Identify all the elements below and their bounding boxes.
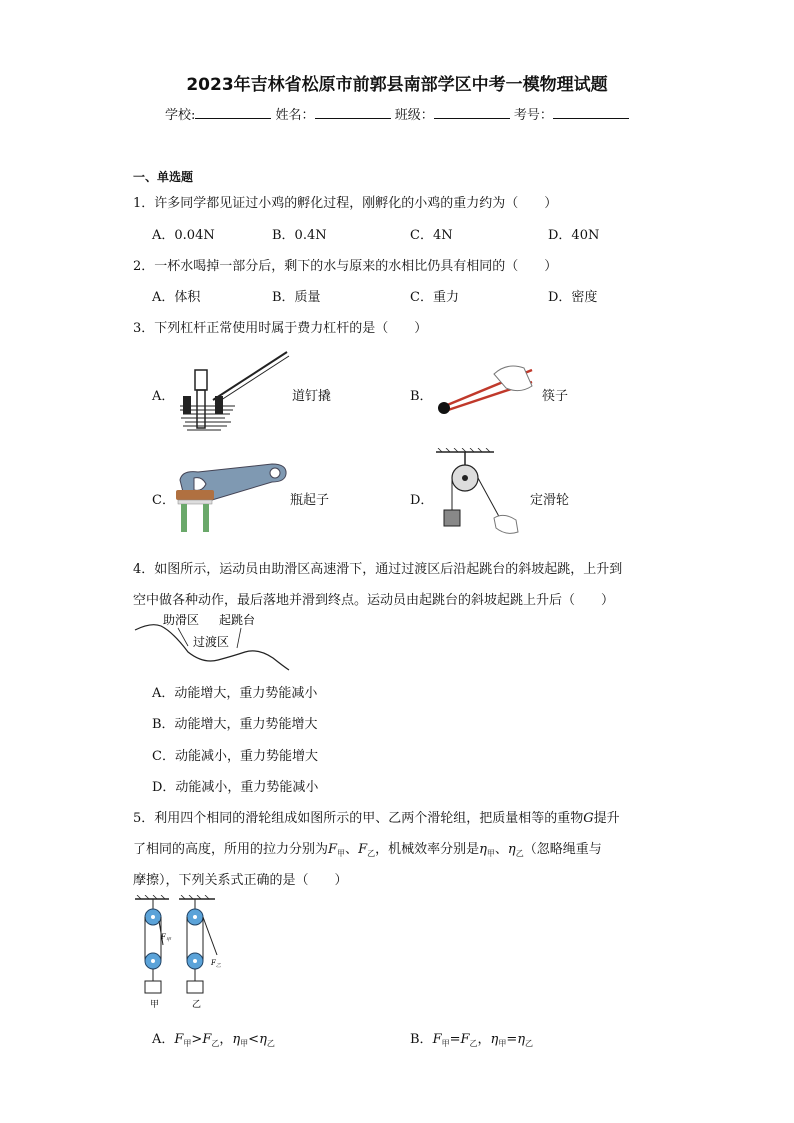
- q3-option-c-letter: C．: [152, 493, 175, 508]
- q3-option-d-letter: D．: [410, 493, 434, 508]
- q1-stem: 1．许多同学都见证过小鸡的孵化过程，刚孵化的小鸡的重力约为（ ）: [133, 196, 558, 211]
- q1-option-a: A．0.04N: [152, 228, 215, 243]
- name-blank: [315, 106, 391, 119]
- q3-option-a-caption: 道钉撬: [292, 389, 332, 404]
- name-label: 姓名：: [275, 108, 315, 123]
- q4-option-b: B．动能增大，重力势能增大: [152, 717, 318, 732]
- q5-option-a: A．$F_甲>F_乙$，$\eta_甲<\eta_乙$: [152, 1032, 275, 1048]
- school-blank: [195, 106, 271, 119]
- f-jia-label: $F_甲$: [161, 933, 171, 943]
- q4-option-a: A．动能增大，重力势能减小: [152, 686, 318, 701]
- q3-option-a-letter: A．: [152, 389, 175, 404]
- q2-option-b: B．质量: [272, 290, 321, 305]
- ski-label-takeoff: 起跳台: [219, 613, 256, 627]
- q3-option-b-letter: B．: [410, 389, 433, 404]
- q4-option-c: C．动能减小，重力势能增大: [152, 749, 318, 764]
- fig-label-jia: 甲: [150, 1000, 160, 1010]
- q5-stem-line3: 摩擦），下列关系式正确的是（ ）: [133, 873, 348, 888]
- fig-label-yi: 乙: [192, 1000, 202, 1010]
- q5-stem-line1: 5．利用四个相同的滑轮组成如图所示的甲、乙两个滑轮组，把质量相等的重物G提升: [133, 811, 620, 826]
- spike-lever-figure: [175, 348, 295, 438]
- ski-label-transition: 过渡区: [193, 635, 230, 649]
- ski-label-runway: 助滑区: [163, 613, 200, 627]
- q4-stem-line1: 4．如图所示，运动员由助滑区高速滑下，通过过渡区后沿起跳台的斜坡起跳，上升到: [133, 562, 623, 577]
- q5-stem-line2: 了相同的高度，所用的拉力分别为$F_甲$、$F_乙$，机械效率分别是$\eta_甲$、$\eta_乙$（忽略绳重与: [133, 842, 602, 858]
- q3-option-c-caption: 瓶起子: [290, 493, 330, 508]
- q3-stem: 3．下列杠杆正常使用时属于费力杠杆的是（ ）: [133, 321, 428, 336]
- q1-option-b: B．0.4N: [272, 228, 327, 243]
- class-blank: [434, 106, 510, 119]
- q2-option-d: D．密度: [548, 290, 598, 305]
- q2-option-c: C．重力: [410, 290, 459, 305]
- q3-option-b-caption: 筷子: [542, 389, 569, 404]
- q4-option-d: D．动能减小，重力势能减小: [152, 780, 319, 795]
- number-label: 考号：: [513, 108, 553, 123]
- q5-option-b: B．$F_甲=F_乙$，$\eta_甲=\eta_乙$: [410, 1032, 534, 1048]
- bottle-opener-figure: [172, 460, 292, 532]
- section-heading: 一、单选题: [133, 170, 194, 184]
- school-label: 学校:: [165, 108, 196, 123]
- q1-option-c: C．4N: [410, 228, 453, 243]
- q2-option-a: A．体积: [152, 290, 201, 305]
- pulley-systems-figure: [133, 895, 233, 1015]
- q1-option-d: D．40N: [548, 228, 600, 243]
- q4-stem-line2: 空中做各种动作，最后落地并滑到终点。运动员由起跳台的斜坡起跳上升后（ ）: [133, 593, 615, 608]
- chopsticks-figure: [432, 362, 537, 422]
- ski-jump-figure: [133, 612, 293, 672]
- class-label: 班级：: [394, 108, 434, 123]
- f-yi-label: $F_乙$: [211, 959, 221, 969]
- page-title: 2023年吉林省松原市前郭县南部学区中考一模物理试题: [186, 75, 608, 95]
- fixed-pulley-figure: [432, 448, 532, 538]
- number-blank: [553, 106, 629, 119]
- q2-stem: 2．一杯水喝掉一部分后，剩下的水与原来的水相比仍具有相同的（ ）: [133, 259, 558, 274]
- q3-option-d-caption: 定滑轮: [530, 493, 570, 508]
- student-info-line: [165, 104, 629, 123]
